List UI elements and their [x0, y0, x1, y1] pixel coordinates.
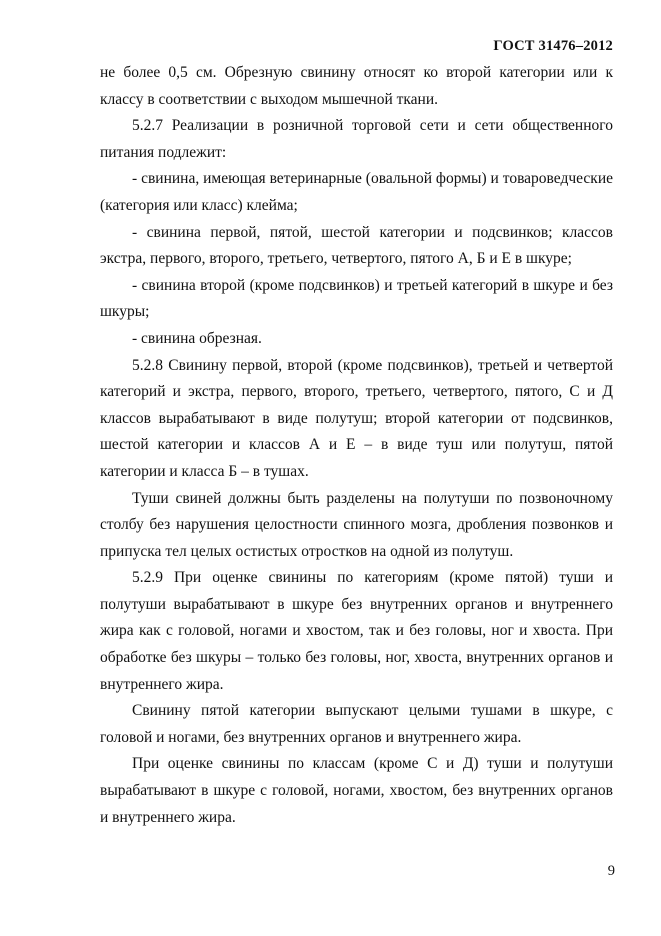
paragraph-5-2-9: 5.2.9 При оценке свинины по категориям (кроме пятой) туши и полутуши вырабатывают в шкуре без внутренних органов и внутреннего жира как с головой, ногами и хвостом, так и без головы, ног и хвоста. При обработке без шкуры – только без головы, ног, хвоста, внутренних органов и внутреннего жира.: [100, 569, 613, 693]
page-number: 9: [607, 863, 615, 879]
list-item-categories-in-skin: - свинина первой, пятой, шестой категории и подсвинков; классов экстра, первого, второго, третьего, четвертого, пятого А, Б и Е в шкуре;: [100, 223, 613, 268]
standard-header: ГОСТ 31476–2012: [493, 38, 613, 54]
list-item-trimmed-pork: - свинина обрезная.: [132, 329, 262, 347]
paragraph-class-assessment: При оценке свинины по классам (кроме С и Д) туши и полутуши вырабатывают в шкуре с головой, ногами, хвостом, без внутренних органов и внутреннего жира.: [100, 755, 613, 826]
paragraph-5-2-8: 5.2.8 Свинину первой, второй (кроме подсвинков), третьей и четвертой категорий и экстра, первого, второго, третьего, четвертого, пятого, С и Д классов вырабатывают в виде полутуш; второй категории от подсвинков, шестой категории и классов А и Е – в виде туш или полутуш, пятой категории и класса Б – в тушах.: [100, 356, 613, 480]
paragraph-5-2-7: 5.2.7 Реализации в розничной торговой сети и сети общественного питания подлежит:: [100, 117, 613, 161]
body-text: [100, 60, 613, 831]
paragraph-continuation: не более 0,5 см. Обрезную свинину относят ко второй категории или к классу в соответствии с выходом мышечной ткани.: [100, 64, 613, 108]
list-item-second-third-category: - свинина второй (кроме подсвинков) и третьей категорий в шкуре и без шкуры;: [100, 276, 613, 321]
paragraph-carcass-splitting: Туши свиней должны быть разделены на полутуши по позвоночному столбу без нарушения целостности спинного мозга, дробления позвонков и припуска тел целых остистых отростков на одной из полутуш.: [100, 489, 613, 560]
paragraph-fifth-category: Свинину пятой категории выпускают целыми тушами в шкуре, с головой и ногами, без внутренних органов и внутреннего жира.: [100, 702, 613, 746]
list-item-marked-pork: - свинина, имеющая ветеринарные (овальной формы) и товароведческие (категория или класс) клейма;: [100, 170, 613, 214]
